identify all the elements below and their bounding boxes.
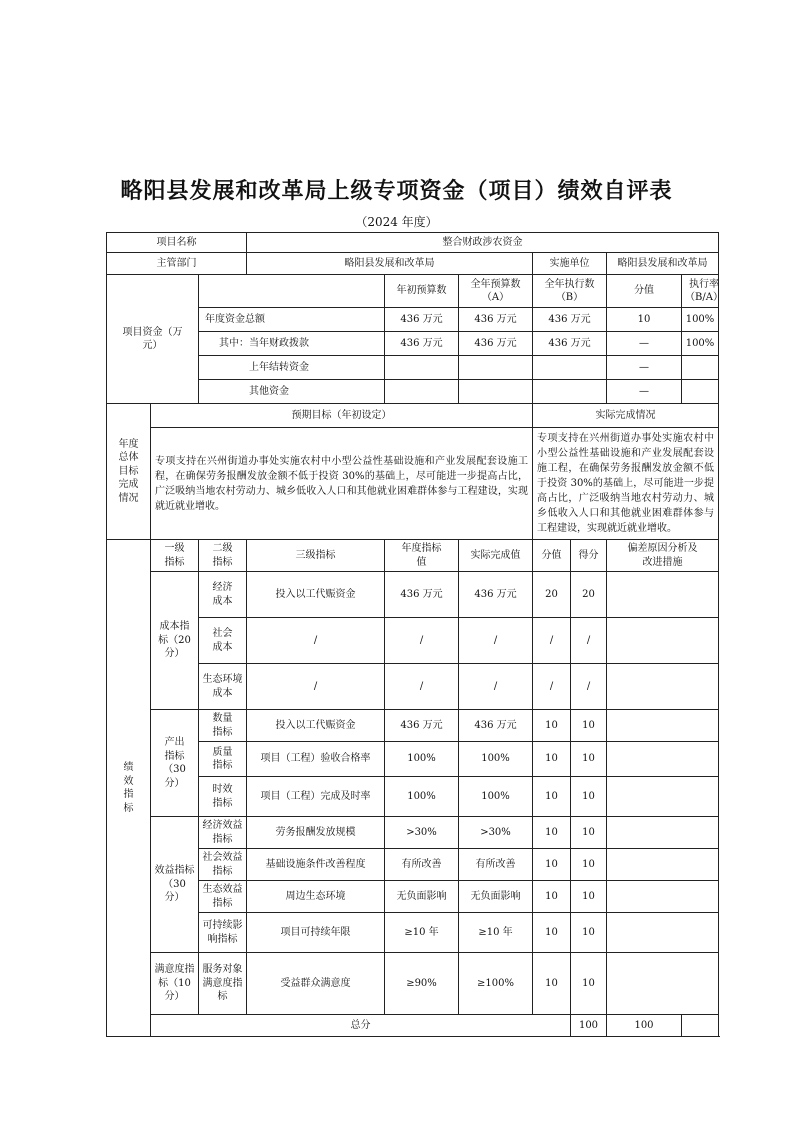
fund-cell: 436 万元: [459, 308, 533, 332]
page-title: 略阳县发展和改革局上级专项资金（项目）绩效自评表: [120, 178, 673, 204]
funds-header: 分值: [607, 275, 682, 308]
ind-level3: 受益群众满意度: [247, 953, 385, 1015]
ind-reason: [607, 881, 719, 913]
dept-value: 略阳县发展和改革局: [247, 253, 533, 275]
ind-score: /: [571, 618, 607, 664]
ind-level3: 项目（工程）验收合格率: [247, 742, 385, 777]
ind-actual: 100%: [459, 742, 533, 777]
fund-row-name: 其他资金: [199, 380, 385, 404]
fund-cell: 436 万元: [533, 332, 607, 356]
fund-cell: [459, 356, 533, 380]
ind-actual: 436 万元: [459, 710, 533, 742]
fund-cell: —: [607, 332, 682, 356]
ind-target: ≥10 年: [385, 913, 459, 953]
indicators-label: 绩效指标: [107, 540, 151, 1037]
ind-actual: /: [459, 664, 533, 710]
fund-cell: 436 万元: [459, 332, 533, 356]
fund-row-name: 上年结转资金: [199, 356, 385, 380]
ind-level3: /: [247, 664, 385, 710]
ind-level3: /: [247, 618, 385, 664]
ind-actual: 有所改善: [459, 849, 533, 881]
funds-label: 项目资金（万元）: [107, 275, 199, 404]
fund-cell: —: [607, 356, 682, 380]
ind-level2: 质量指标: [199, 742, 247, 777]
ind-score-value: /: [533, 664, 571, 710]
ind-score: 10: [571, 777, 607, 817]
page-year: （2024 年度）: [355, 215, 438, 229]
ind-reason: [607, 742, 719, 777]
ind-level2: 可持续影响指标: [199, 913, 247, 953]
ind-target: 100%: [385, 742, 459, 777]
group-benefit: 效益指标（30 分）: [151, 817, 199, 953]
fund-cell: 436 万元: [385, 308, 459, 332]
fund-row-name: 年度资金总额: [199, 308, 385, 332]
ind-reason: [607, 572, 719, 618]
fund-cell: 10: [607, 308, 682, 332]
fund-cell: [682, 380, 719, 404]
group-cost: 成本指标（20 分）: [151, 572, 199, 710]
total-label: 总分: [151, 1015, 571, 1037]
ind-level2: 生态环境成本: [199, 664, 247, 710]
ind-target: ≥90%: [385, 953, 459, 1015]
ind-level2: 社会成本: [199, 618, 247, 664]
ind-header: 实际完成值: [459, 540, 533, 572]
project-name-label: 项目名称: [107, 233, 247, 253]
ind-target: 436 万元: [385, 572, 459, 618]
actual-goal-label: 实际完成情况: [533, 404, 719, 428]
ind-reason: [607, 849, 719, 881]
actual-goal-text: 专项支持在兴州街道办事处实施农村中小型公益性基础设施和产业发展配套设施工程，在确保劳务报酬发放金额不低于投资 30%的基础上，尽可能进一步提高占比，广泛吸纳当地农村劳动力、城乡低收入人口和其他就业困难群体参与工程建设，实现就近就业增收。: [533, 428, 719, 540]
ind-level3: 项目（工程）完成及时率: [247, 777, 385, 817]
ind-level2: 数量指标: [199, 710, 247, 742]
fund-cell: 436 万元: [533, 308, 607, 332]
ind-score-value: 10: [533, 913, 571, 953]
ind-target: 100%: [385, 777, 459, 817]
ind-header: 得分: [571, 540, 607, 572]
expected-goal-text: 专项支持在兴州街道办事处实施农村中小型公益性基础设施和产业发展配套设施工程，在确保劳务报酬发放金额不低于投资 30%的基础上，尽可能进一步提高占比，广泛吸纳当地农村劳动力、城乡低收入人口和其他就业困难群体参与工程建设，实现就近就业增收。: [151, 428, 533, 540]
ind-level2: 时效指标: [199, 777, 247, 817]
group-output: 产出指标（30 分）: [151, 710, 199, 817]
ind-target: 无负面影响: [385, 881, 459, 913]
ind-reason: [607, 953, 719, 1015]
ind-score-value: 20: [533, 572, 571, 618]
ind-header: 年度指标值: [385, 540, 459, 572]
ind-reason: [607, 710, 719, 742]
ind-score: 10: [571, 849, 607, 881]
ind-reason: [607, 618, 719, 664]
evaluation-table: [106, 232, 723, 1037]
ind-level2: 生态效益指标: [199, 881, 247, 913]
ind-actual: 436 万元: [459, 572, 533, 618]
fund-cell: [385, 356, 459, 380]
fund-cell: 436 万元: [385, 332, 459, 356]
ind-score-value: 10: [533, 849, 571, 881]
ind-reason: [607, 913, 719, 953]
ind-score: 10: [571, 817, 607, 849]
ind-target: 有所改善: [385, 849, 459, 881]
impl-label: 实施单位: [533, 253, 607, 275]
ind-reason: [607, 817, 719, 849]
ind-level2: 经济效益指标: [199, 817, 247, 849]
ind-actual: >30%: [459, 817, 533, 849]
total-score-value: 100: [571, 1015, 607, 1037]
total-reason: [682, 1015, 719, 1037]
ind-score: 10: [571, 881, 607, 913]
ind-header: 一级指标: [151, 540, 199, 572]
ind-target: >30%: [385, 817, 459, 849]
fund-cell: [533, 356, 607, 380]
ind-target: /: [385, 664, 459, 710]
dept-label: 主管部门: [107, 253, 247, 275]
ind-actual: 无负面影响: [459, 881, 533, 913]
ind-score: /: [571, 664, 607, 710]
ind-level3: 投入以工代赈资金: [247, 572, 385, 618]
goals-label: 年度总体目标完成情况: [107, 404, 151, 540]
ind-level3: 基础设施条件改善程度: [247, 849, 385, 881]
ind-level3: 投入以工代赈资金: [247, 710, 385, 742]
ind-header: 偏差原因分析及改进措施: [607, 540, 719, 572]
impl-value: 略阳县发展和改革局: [607, 253, 719, 275]
fund-cell: 100%: [682, 332, 719, 356]
group-satisfaction: 满意度指标（10 分）: [151, 953, 199, 1015]
fund-cell: [533, 380, 607, 404]
expected-goal-label: 预期目标（年初设定）: [151, 404, 533, 428]
funds-header: 执行率（B/A）: [682, 275, 719, 308]
ind-score-value: 10: [533, 817, 571, 849]
funds-header: 全年执行数（B）: [533, 275, 607, 308]
project-name-value: 整合财政涉农资金: [247, 233, 719, 253]
ind-actual: /: [459, 618, 533, 664]
ind-score: 10: [571, 953, 607, 1015]
funds-header-blank: [199, 275, 385, 308]
ind-level2: 社会效益指标: [199, 849, 247, 881]
ind-score-value: 10: [533, 953, 571, 1015]
ind-header: 三级指标: [247, 540, 385, 572]
ind-score-value: 10: [533, 881, 571, 913]
ind-header: 二级指标: [199, 540, 247, 572]
ind-target: /: [385, 618, 459, 664]
ind-level2: 经济成本: [199, 572, 247, 618]
ind-level2: 服务对象满意度指标: [199, 953, 247, 1015]
ind-score-value: /: [533, 618, 571, 664]
fund-cell: [459, 380, 533, 404]
ind-actual: 100%: [459, 777, 533, 817]
funds-header: 年初预算数: [385, 275, 459, 308]
ind-reason: [607, 777, 719, 817]
ind-actual: ≥10 年: [459, 913, 533, 953]
ind-level3: 周边生态环境: [247, 881, 385, 913]
fund-cell: [682, 356, 719, 380]
ind-score: 10: [571, 710, 607, 742]
ind-header: 分值: [533, 540, 571, 572]
fund-cell: [385, 380, 459, 404]
ind-score: 10: [571, 742, 607, 777]
total-score: 100: [607, 1015, 682, 1037]
ind-score: 20: [571, 572, 607, 618]
ind-reason: [607, 664, 719, 710]
fund-cell: 100%: [682, 308, 719, 332]
ind-target: 436 万元: [385, 710, 459, 742]
fund-row-name: 其中：当年财政拨款: [199, 332, 385, 356]
ind-actual: ≥100%: [459, 953, 533, 1015]
ind-level3: 劳务报酬发放规模: [247, 817, 385, 849]
ind-score-value: 10: [533, 710, 571, 742]
ind-level3: 项目可持续年限: [247, 913, 385, 953]
ind-score-value: 10: [533, 777, 571, 817]
ind-score-value: 10: [533, 742, 571, 777]
funds-header: 全年预算数（A）: [459, 275, 533, 308]
ind-score: 10: [571, 913, 607, 953]
fund-cell: —: [607, 380, 682, 404]
